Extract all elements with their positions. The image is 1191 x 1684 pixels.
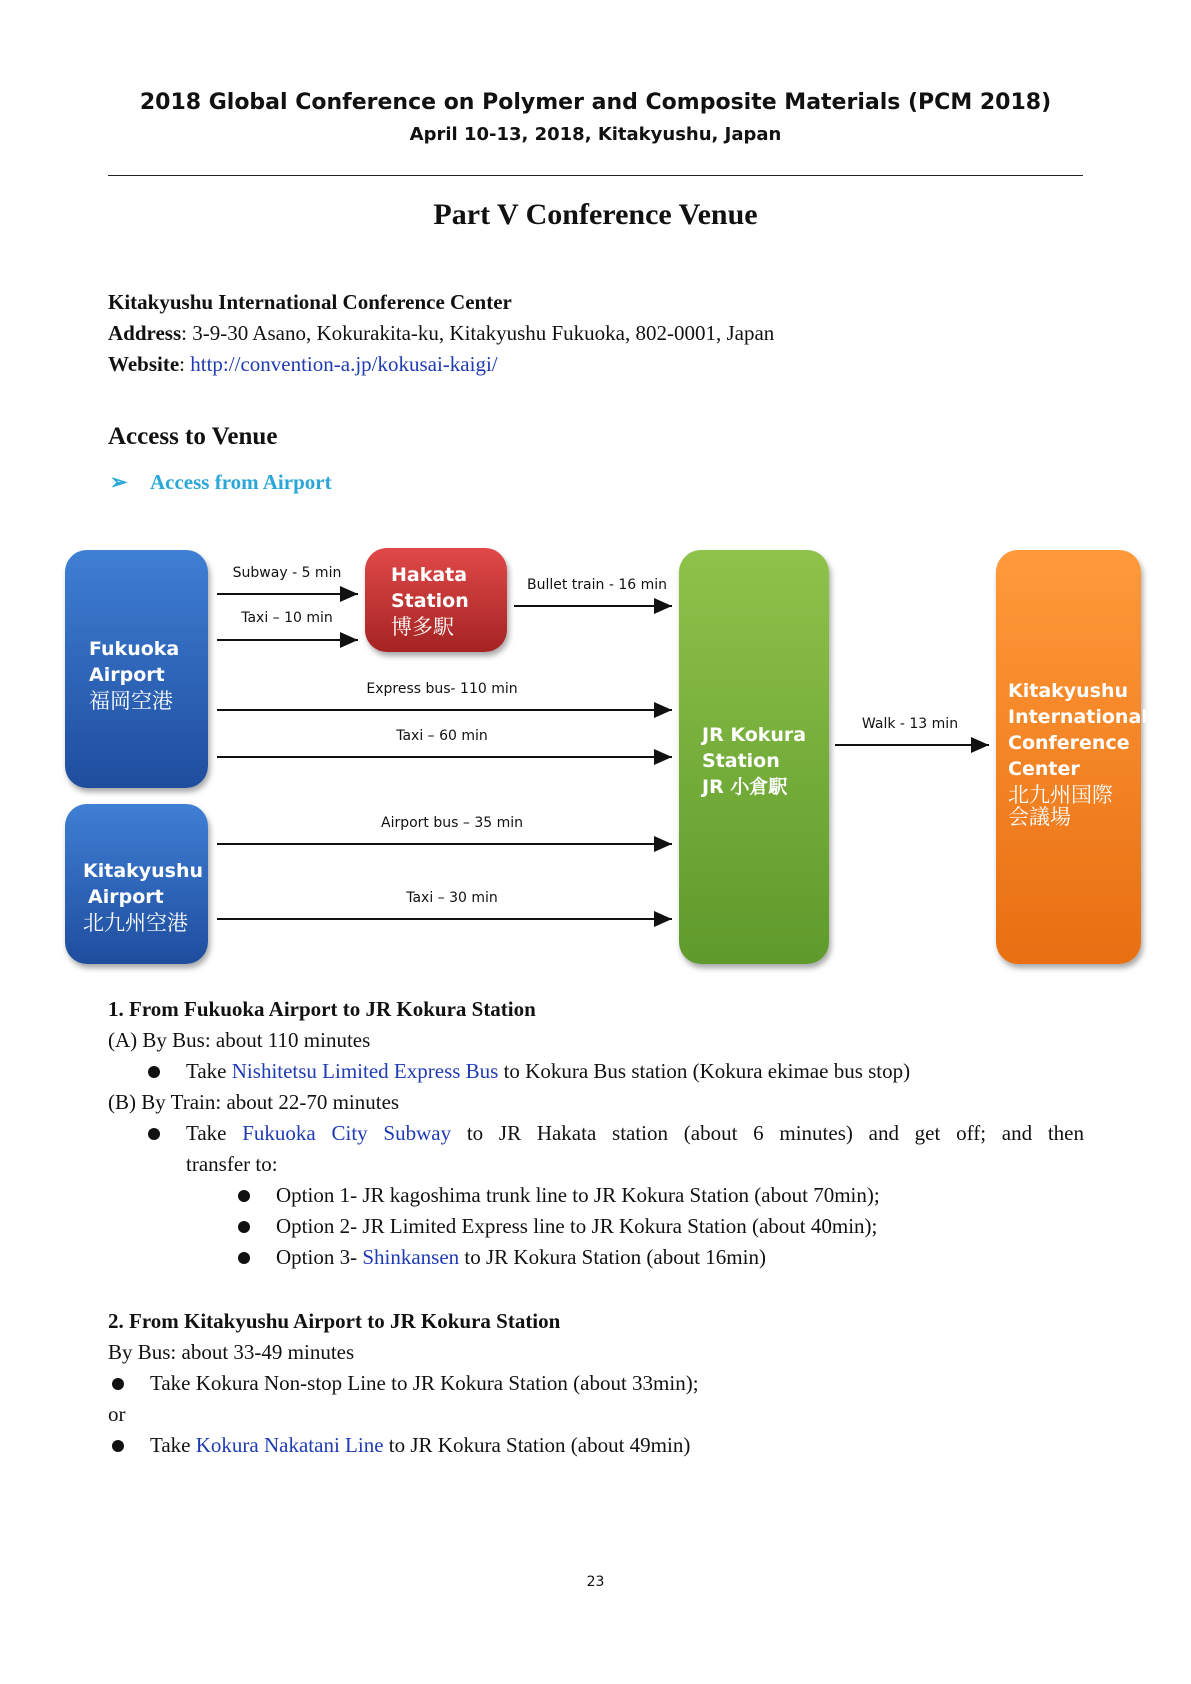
label-subway: Subway - 5 min (232, 565, 342, 581)
address-label: Address (108, 321, 182, 345)
b-item-post: to JR Hakata station (about 6 minutes) and get off; and then (451, 1121, 1084, 1145)
nakatani-line-link[interactable]: Kokura Nakatani Line (195, 1433, 384, 1457)
bullet-dot (112, 1378, 124, 1390)
route-arrows (62, 546, 1152, 966)
section1-b-item-cont: transfer to: (186, 1152, 278, 1176)
arrow-bullet-icon: ➢ (110, 470, 128, 494)
a-item-pre: Take (186, 1059, 232, 1083)
website-link[interactable]: http://convention-a.jp/kokusai-kaigi/ (190, 352, 498, 376)
b-item-pre: Take (186, 1121, 243, 1145)
hakata-station-box (365, 548, 507, 652)
center-line3: Conference (1008, 732, 1130, 754)
conference-title: 2018 Global Conference on Polymer and Composite Materials (PCM 2018) (139, 90, 1052, 115)
center-jp1: 北九州国際 (1008, 783, 1113, 807)
access-diagram (62, 546, 1152, 966)
bullet-dot (148, 1128, 160, 1140)
bullet-dot (148, 1066, 160, 1078)
opt3-post: to JR Kokura Station (about 16min) (459, 1245, 766, 1269)
conference-subtitle: April 10-13, 2018, Kitakyushu, Japan (409, 124, 782, 145)
bullet-dot (238, 1190, 250, 1202)
kita-airport-line1: Kitakyushu (83, 860, 204, 882)
nishitetsu-link[interactable]: Nishitetsu Limited Express Bus (231, 1059, 499, 1083)
kokura-line1: JR Kokura (702, 724, 807, 746)
part-title: Part V Conference Venue (433, 198, 758, 231)
label-bullet-train: Bullet train - 16 min (526, 577, 667, 593)
label-airport-bus: Airport bus – 35 min (381, 815, 523, 831)
kokura-line2: Station (702, 750, 780, 772)
section2-bus-label: By Bus: about 33-49 minutes (108, 1340, 355, 1364)
section1-b-label: (B) By Train: about 22-70 minutes (108, 1090, 400, 1114)
item2-pre: Take (150, 1433, 196, 1457)
option-2: Option 2- JR Limited Express line to JR Kokura Station (about 40min); (276, 1214, 878, 1238)
venue-name: Kitakyushu International Conference Center (108, 290, 512, 314)
fukuoka-line2: Airport (89, 664, 165, 686)
access-heading: Access to Venue (108, 423, 278, 450)
center-line1: Kitakyushu (1008, 680, 1129, 702)
section1-heading: 1. From Fukuoka Airport to JR Kokura Station (108, 997, 536, 1021)
center-jp2: 会議場 (1008, 805, 1071, 829)
fukuoka-line1: Fukuoka (89, 638, 180, 660)
section1-a-label: (A) By Bus: about 110 minutes (108, 1028, 371, 1052)
a-item-post: to Kokura Bus station (Kokura ekimae bus stop) (498, 1059, 911, 1083)
website-separator: : (179, 352, 191, 376)
kita-airport-jp: 北九州空港 (83, 911, 188, 935)
section2-or: or (108, 1402, 126, 1426)
section1-b-item (186, 1121, 1084, 1146)
access-subheading-text: Access from Airport (150, 470, 332, 494)
fukuoka-airport-box (65, 550, 208, 788)
section2-heading: 2. From Kitakyushu Airport to JR Kokura Station (108, 1309, 561, 1333)
label-taxi-hakata: Taxi – 10 min (241, 610, 333, 626)
label-express-bus: Express bus- 110 min (366, 681, 518, 697)
section2-item2 (150, 1433, 690, 1458)
fukuoka-subway-link[interactable]: Fukuoka City Subway (242, 1121, 452, 1145)
kitakyushu-airport-box (65, 804, 208, 964)
address-value: : 3-9-30 Asano, Kokurakita-ku, Kitakyushu Fukuoka, 802-0001, Japan (181, 321, 775, 345)
shinkansen-link[interactable]: Shinkansen (362, 1245, 460, 1269)
website-label: Website (108, 352, 180, 376)
center-line4: Center (1008, 758, 1080, 780)
venue-website (108, 352, 498, 377)
label-taxi-60: Taxi – 60 min (396, 728, 488, 744)
hakata-line2: Station (391, 590, 469, 612)
fukuoka-jp: 福岡空港 (89, 689, 173, 713)
hakata-line1: Hakata (391, 564, 468, 586)
bullet-dot (112, 1440, 124, 1452)
kokura-jp: JR 小倉駅 (702, 776, 788, 798)
hakata-jp: 博多駅 (391, 615, 454, 639)
bullet-dot (238, 1252, 250, 1264)
conference-center-box (996, 550, 1148, 964)
center-line2: International (1008, 706, 1148, 728)
section2-item1: Take Kokura Non-stop Line to JR Kokura Station (about 33min); (150, 1371, 699, 1395)
option-3 (276, 1245, 766, 1270)
access-subheading (110, 470, 332, 495)
kita-airport-line2: Airport (88, 886, 164, 908)
venue-address (108, 321, 774, 346)
opt3-pre: Option 3- (276, 1245, 363, 1269)
item2-post: to JR Kokura Station (about 49min) (383, 1433, 691, 1457)
section1-a-item (186, 1059, 910, 1084)
header-divider (108, 175, 1083, 176)
label-walk: Walk - 13 min (861, 716, 959, 732)
bullet-dot (238, 1221, 250, 1233)
page-number: 23 (586, 1574, 605, 1590)
option-1: Option 1- JR kagoshima trunk line to JR Kokura Station (about 70min); (276, 1183, 880, 1207)
jr-kokura-station-box (679, 550, 829, 964)
label-taxi-30: Taxi – 30 min (406, 890, 498, 906)
